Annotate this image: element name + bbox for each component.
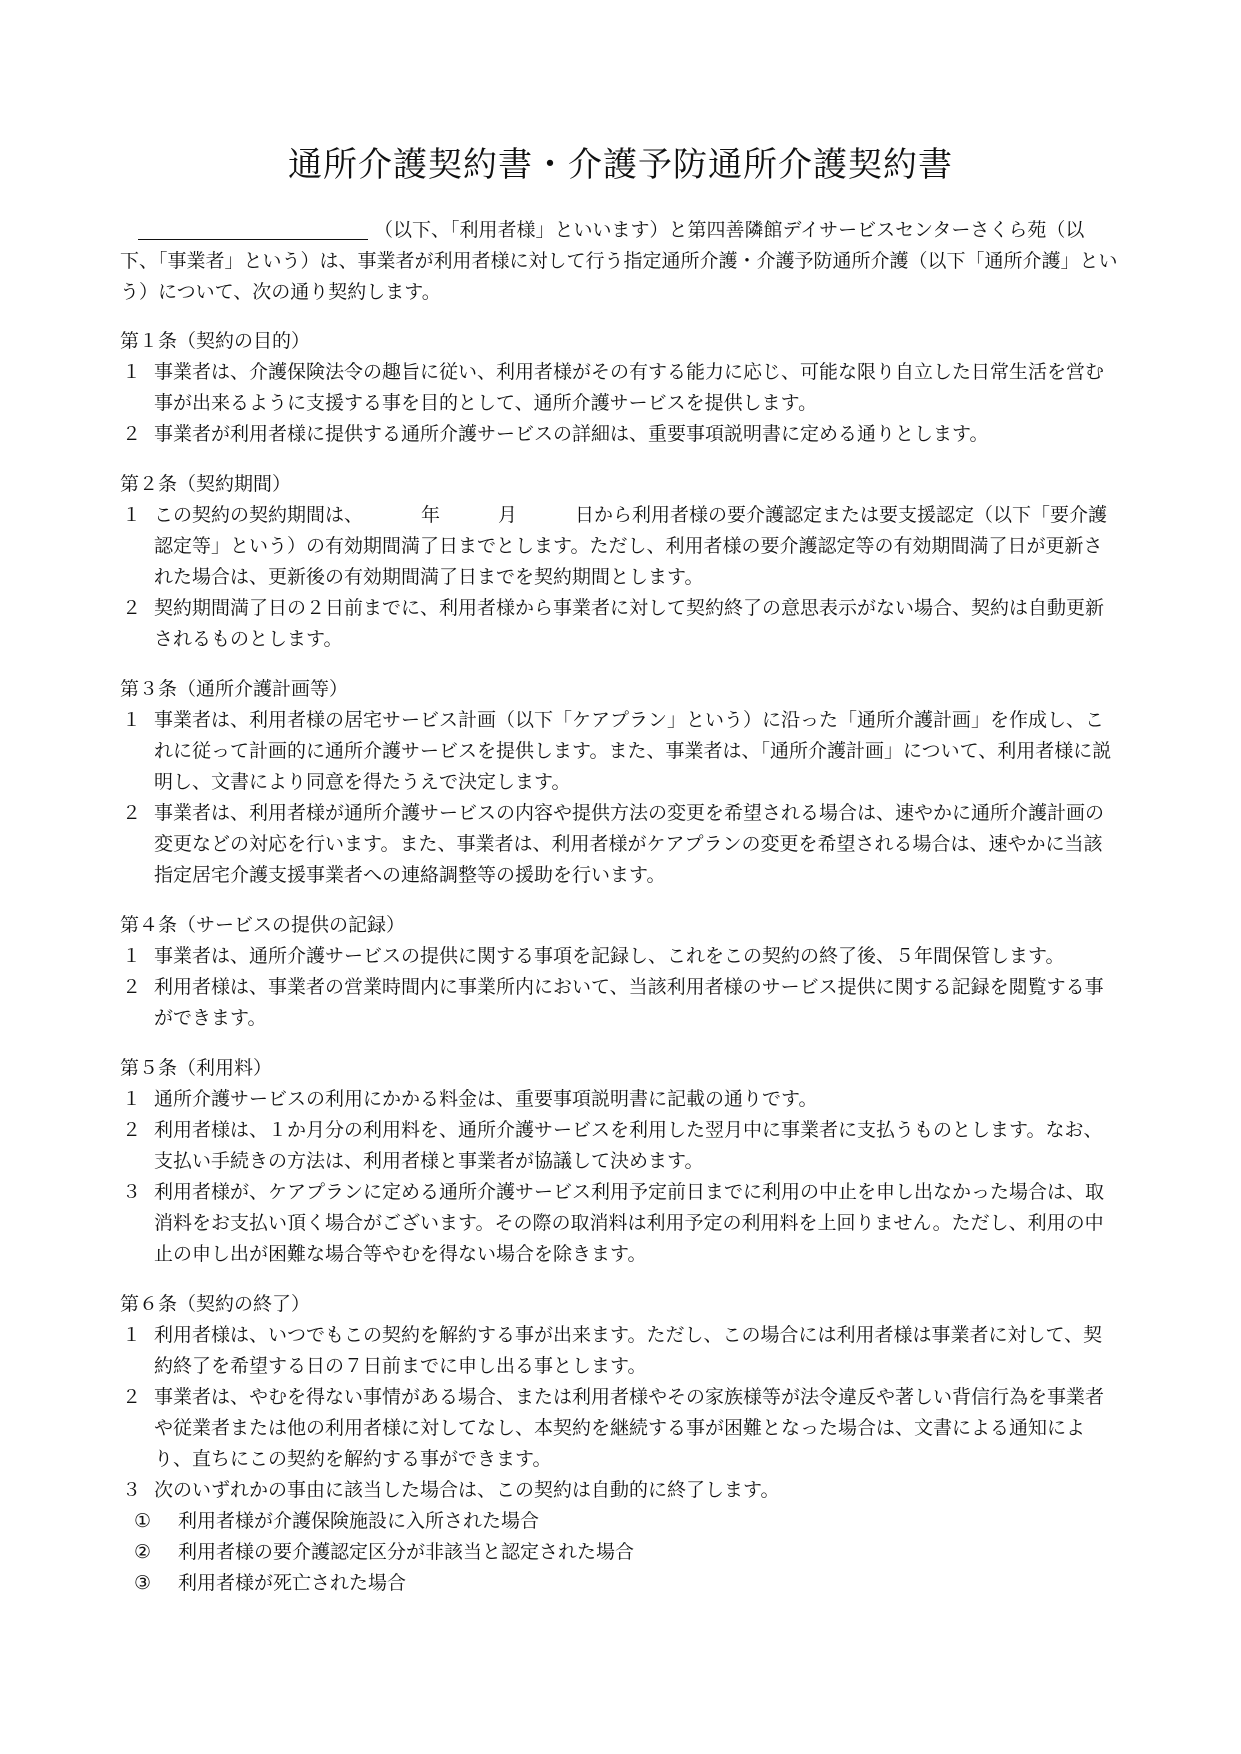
article-6 bbox=[120, 1289, 1121, 1599]
clause-number: ３ bbox=[122, 1479, 142, 1501]
clause-number: １ bbox=[122, 1324, 142, 1346]
clause bbox=[120, 941, 1121, 972]
year-label: 年 bbox=[421, 504, 441, 526]
clause bbox=[120, 357, 1121, 419]
clause-text: 利用者様は、いつでもこの契約を解約する事が出来ます。ただし、この場合には利用者様は事業者に対して、契約終了を希望する日の７日前までに申し出る事とします。 bbox=[154, 1324, 1103, 1377]
clause bbox=[120, 1084, 1121, 1115]
clause bbox=[120, 1382, 1121, 1475]
clause-text-part: 日から利用者様の要介護認定または要支援認定（以下「要介護認定等」という）の有効期間満了日までとします。ただし、利用者様の要介護認定等の有効期間満了日が更新された場合は、更新後の有効期間満了日までを契約期間とします。 bbox=[154, 504, 1108, 588]
article-5 bbox=[120, 1053, 1121, 1270]
clause-text-part: この契約の契約期間は、 bbox=[154, 504, 364, 526]
clause bbox=[120, 500, 1121, 593]
article-heading: 第６条（契約の終了） bbox=[120, 1293, 311, 1315]
sub-clause-number: ② bbox=[134, 1541, 152, 1563]
clause-text: 契約期間満了日の２日前までに、利用者様から事業者に対して契約終了の意思表示がない場合、契約は自動更新されるものとします。 bbox=[154, 597, 1105, 650]
clause bbox=[120, 419, 1121, 450]
clause-number: ２ bbox=[122, 1386, 142, 1408]
user-name-blank[interactable] bbox=[138, 217, 368, 240]
article-heading: 第２条（契約期間） bbox=[120, 473, 292, 495]
sub-clause-text: 利用者様が介護保険施設に入所された場合 bbox=[178, 1510, 540, 1532]
article-4 bbox=[120, 910, 1121, 1034]
clause-number: １ bbox=[122, 709, 142, 731]
sub-clause-text: 利用者様の要介護認定区分が非該当と認定された場合 bbox=[178, 1541, 635, 1563]
clause-text: 通所介護サービスの利用にかかる料金は、重要事項説明書に記載の通りです。 bbox=[154, 1088, 818, 1110]
clause bbox=[120, 798, 1121, 891]
intro-paragraph bbox=[120, 215, 1121, 308]
clause-number: １ bbox=[122, 945, 142, 967]
intro-text: （以下、「利用者様」といいます）と第四善隣館デイサービスセンターさくら苑（以下、「事業者」という）は、事業者が利用者様に対して行う指定通所介護・介護予防通所介護（以下「通所介護」という）について、次の通り契約します。 bbox=[120, 219, 1118, 303]
clause-number: ２ bbox=[122, 976, 142, 998]
clause bbox=[120, 705, 1121, 798]
clause bbox=[120, 1475, 1121, 1506]
clause-text: 次のいずれかの事由に該当した場合は、この契約は自動的に終了します。 bbox=[154, 1479, 780, 1501]
article-3 bbox=[120, 674, 1121, 891]
clause-text: 事業者は、介護保険法令の趣旨に従い、利用者様がその有する能力に応じ、可能な限り自立した日常生活を営む事が出来るように支援する事を目的として、通所介護サービスを提供します。 bbox=[154, 361, 1105, 414]
clause bbox=[120, 1115, 1121, 1177]
article-heading: 第１条（契約の目的） bbox=[120, 330, 311, 352]
clause-number: ２ bbox=[122, 802, 142, 824]
clause-text: 利用者様は、事業者の営業時間内に事業所内において、当該利用者様のサービス提供に関する記録を閲覧する事ができます。 bbox=[154, 976, 1104, 1029]
clause-text: 利用者様は、１か月分の利用料を、通所介護サービスを利用した翌月中に事業者に支払うものとします。なお、支払い手続きの方法は、利用者様と事業者が協議して決めます。 bbox=[154, 1119, 1103, 1172]
clause-number: ２ bbox=[122, 1119, 142, 1141]
clause-text: 事業者は、やむを得ない事情がある場合、または利用者様やその家族様等が法令違反や著しい背信行為を事業者や従業者または他の利用者様に対してなし、本契約を継続する事が困難となった場合は、文書による通知により、直ちにこの契約を解約する事ができます。 bbox=[154, 1386, 1105, 1470]
clause-text: 事業者は、利用者様の居宅サービス計画（以下「ケアプラン」という）に沿った「通所介護計画」を作成し、これに従って計画的に通所介護サービスを提供します。また、事業者は、「通所介護計画」について、利用者様に説明し、文書により同意を得たうえで決定します。 bbox=[154, 709, 1112, 793]
clause-number: １ bbox=[122, 1088, 142, 1110]
clause bbox=[120, 1177, 1121, 1270]
article-heading: 第４条（サービスの提供の記録） bbox=[120, 914, 406, 936]
document-title: 通所介護契約書・介護予防通所介護契約書 bbox=[288, 145, 953, 185]
sub-clause bbox=[120, 1506, 1121, 1537]
sub-clause bbox=[120, 1537, 1121, 1568]
clause-number: ２ bbox=[122, 597, 142, 619]
clause-number: １ bbox=[122, 361, 142, 383]
clause-number: １ bbox=[122, 504, 142, 526]
clause-text: 事業者は、通所介護サービスの提供に関する事項を記録し、これをこの契約の終了後、５年間保管します。 bbox=[154, 945, 1065, 967]
clause-number: ３ bbox=[122, 1181, 142, 1203]
clause-text: 事業者が利用者様に提供する通所介護サービスの詳細は、重要事項説明書に定める通りとします。 bbox=[154, 423, 989, 445]
article-2 bbox=[120, 469, 1121, 655]
sub-clause-text: 利用者様が死亡された場合 bbox=[178, 1572, 407, 1594]
clause-text: 事業者は、利用者様が通所介護サービスの内容や提供方法の変更を希望される場合は、速やかに通所介護計画の変更などの対応を行います。また、事業者は、利用者様がケアプランの変更を希望される場合は、速やかに当該指定居宅介護支援事業者への連絡調整等の援助を行います。 bbox=[154, 802, 1105, 886]
sub-clause bbox=[120, 1568, 1121, 1599]
clause bbox=[120, 593, 1121, 655]
month-label: 月 bbox=[498, 504, 518, 526]
article-1 bbox=[120, 326, 1121, 450]
sub-clause-number: ① bbox=[134, 1510, 152, 1532]
clause bbox=[120, 1320, 1121, 1382]
clause-text: 利用者様が、ケアプランに定める通所介護サービス利用予定前日までに利用の中止を申し出なかった場合は、取消料をお支払い頂く場合がございます。その際の取消料は利用予定の利用料を上回りません。ただし、利用の中止の申し出が困難な場合等やむを得ない場合を除きます。 bbox=[154, 1181, 1105, 1265]
article-heading: 第３条（通所介護計画等） bbox=[120, 678, 349, 700]
sub-clause-number: ③ bbox=[134, 1572, 152, 1594]
clause bbox=[120, 972, 1121, 1034]
clause-number: ２ bbox=[122, 423, 142, 445]
clause-text bbox=[154, 500, 1121, 593]
article-heading: 第５条（利用料） bbox=[120, 1057, 273, 1079]
